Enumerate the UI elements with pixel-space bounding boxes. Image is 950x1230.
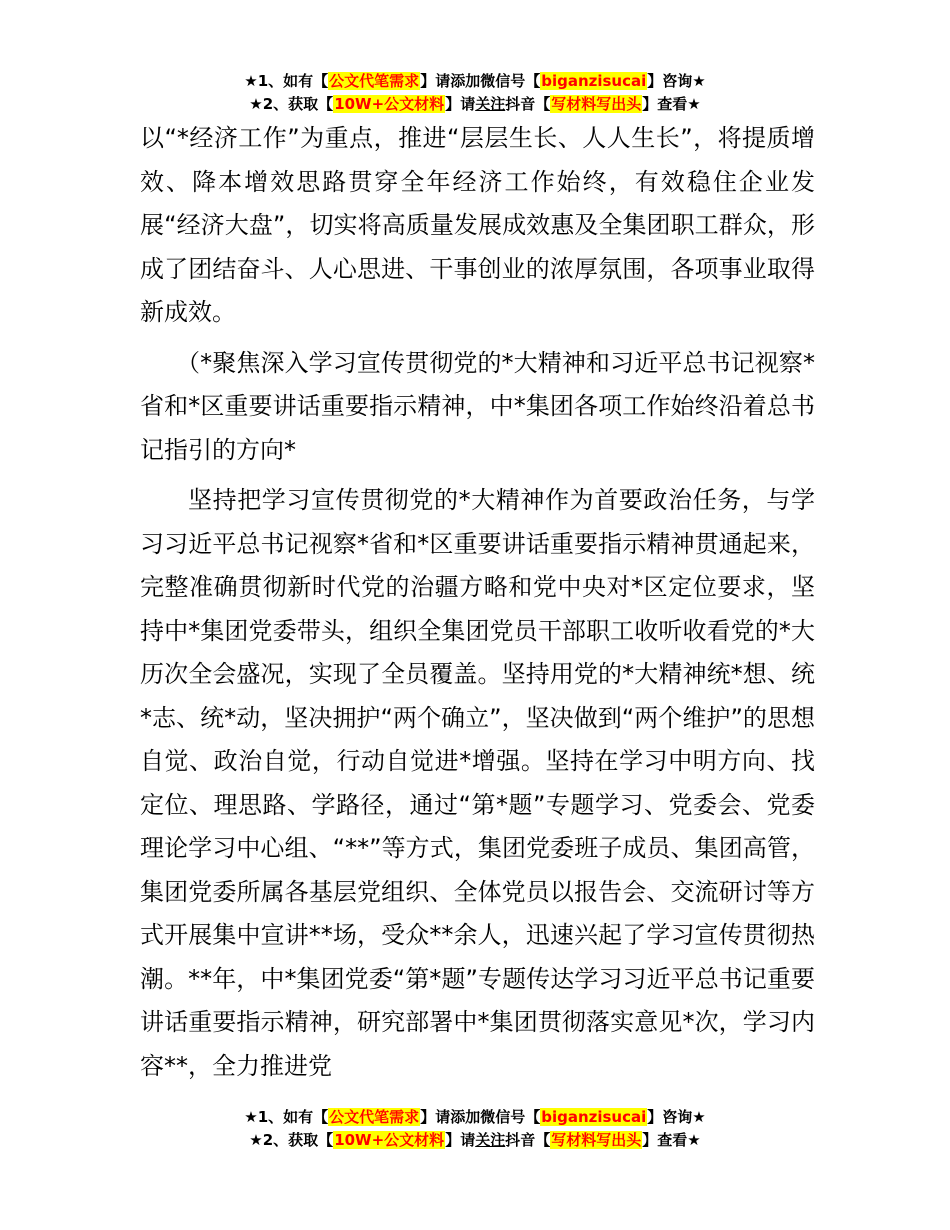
banner-highlight: 公文代笔需求 (329, 72, 420, 90)
banner-line-2 (0, 93, 950, 116)
banner-line-2 (0, 1129, 950, 1152)
banner-text: ★1、如有【 (244, 1108, 329, 1126)
banner-underlined-text: 关注 (475, 95, 506, 113)
banner-text: 】查看★ (642, 1131, 701, 1149)
banner-highlight: 写材料写出头 (551, 95, 642, 113)
banner-text: 】请 (445, 1131, 476, 1149)
banner-highlight: 公文代笔需求 (329, 1108, 420, 1126)
banner-underlined-text: 关注 (475, 1131, 506, 1149)
footer-banner (0, 1106, 950, 1152)
banner-text: 】请 (445, 95, 476, 113)
banner-text: ★1、如有【 (244, 72, 329, 90)
banner-line-1 (0, 70, 950, 93)
banner-highlight-wechat: biganzisucai (541, 72, 647, 90)
banner-text: ★2、获取【 (249, 1131, 334, 1149)
paragraph-3: 坚持把学习宣传贯彻党的*大精神作为首要政治任务，与学习习近平总书记视察*省和*区重要讲话重要指示精神贯通起来，完整准确贯彻新时代党的治疆方略和党中央对*区定位要求，坚持中*集团党委带头，组织全集团党员干部职工收听收看党的*大历次全会盛况，实现了全员覆盖。坚持用党的*大精神统*想、统*志、统*动，坚决拥护“两个确立”，坚决做到“两个维护”的思想自觉、政治自觉，行动自觉进*增强。坚持在学习中明方向、找定位、理思路、学路径，通过“第*题”专题学习、党委会、党委理论学习中心组、“**”等方式，集团党委班子成员、集团高管，集团党委所属各基层党组织、全体党员以报告会、交流研讨等方式开展集中宣讲**场，受众**余人，迅速兴起了学习宣传贯彻热潮。**年，中*集团党委“第*题”专题传达学习习近平总书记重要讲话重要指示精神，研究部署中*集团贯彻落实意见*次，学习内容**，全力推进党 (140, 486, 815, 1080)
header-banner (0, 70, 950, 116)
banner-text: 】咨询★ (647, 72, 706, 90)
banner-text: 】请添加微信号【 (420, 1108, 541, 1126)
banner-text: 】请添加微信号【 (420, 72, 541, 90)
banner-highlight: 10W+公文材料 (334, 95, 445, 113)
banner-text: 】咨询★ (647, 1108, 706, 1126)
banner-text: 抖音【 (505, 95, 551, 113)
banner-highlight-wechat: biganzisucai (541, 1108, 647, 1126)
paragraph-1: 以“*经济工作”为重点，推进“层层生长、人人生长”，将提质增效、降本增效思路贯穿全年经济工作始终，有效稳住企业发展“经济大盘”，切实将高质量发展成效惠及全集团职工群众，形成了团结奋斗、人心思进、干事创业的浓厚氛围，各项事业取得新成效。 (140, 124, 815, 326)
banner-line-1 (0, 1106, 950, 1129)
document-body (140, 117, 815, 1088)
banner-text: ★2、获取【 (249, 95, 334, 113)
banner-text: 抖音【 (505, 1131, 551, 1149)
banner-highlight: 写材料写出头 (551, 1131, 642, 1149)
banner-highlight: 10W+公文材料 (334, 1131, 445, 1149)
banner-text: 】查看★ (642, 95, 701, 113)
paragraph-2: （*聚焦深入学习宣传贯彻党的*大精神和习近平总书记视察*省和*区重要讲话重要指示精神，中*集团各项工作始终沿着总书记指引的方向* (140, 348, 815, 464)
